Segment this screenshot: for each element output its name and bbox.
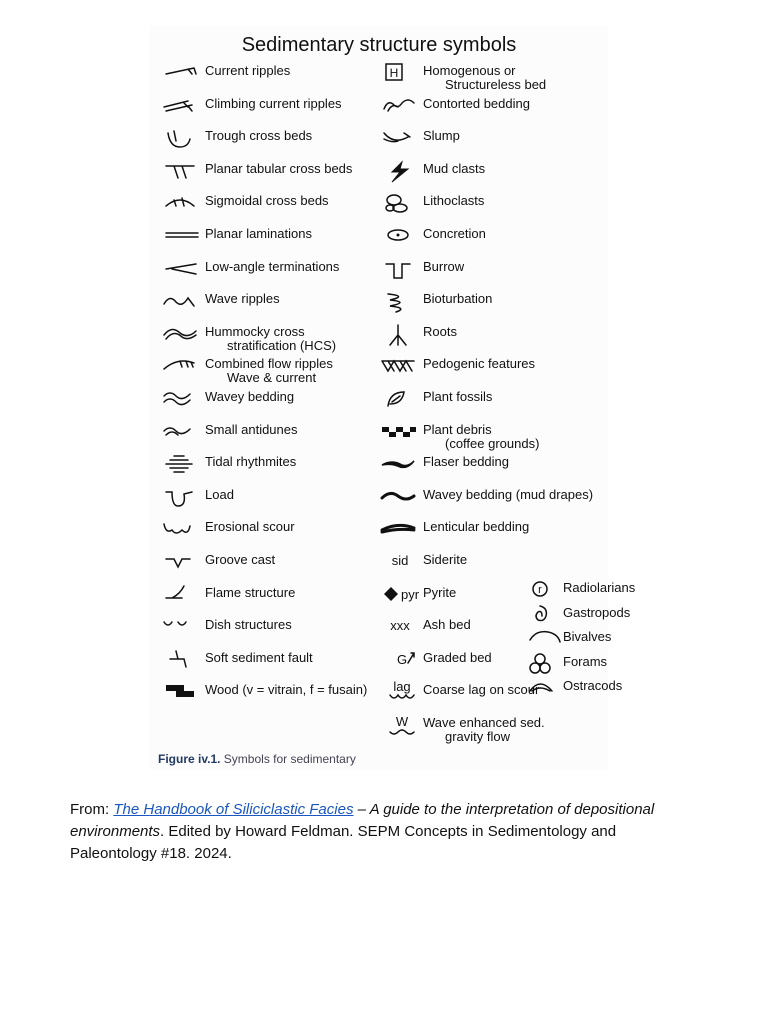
right-legend-item: [378, 323, 588, 353]
left-legend-item: [158, 616, 373, 646]
legend-label-line2: Structureless bed: [445, 77, 547, 92]
legend-label: [423, 260, 464, 274]
homogenous-icon: [378, 62, 420, 86]
right-legend-item: [378, 355, 588, 385]
bioturbation-icon: [378, 290, 420, 314]
coarse-lag-icon: [378, 681, 420, 705]
left-legend-item: [158, 192, 373, 222]
right-legend-item: [378, 95, 588, 125]
legend-label: [563, 630, 611, 644]
legend-label-line1: Mud clasts: [423, 160, 486, 176]
legend-label: [205, 488, 234, 502]
legend-label: [423, 292, 492, 306]
tidal-rhythmites-icon: [158, 453, 200, 477]
legend-label: [563, 655, 607, 669]
legend-label-line1: Wave enhanced sed.: [423, 715, 545, 730]
climbing-ripples-icon: [158, 95, 200, 119]
legend-label-line1: Tidal rhythmites: [205, 454, 297, 470]
right-legend-item: [378, 290, 588, 320]
source-citation: [70, 799, 700, 865]
svg-text:H: H: [389, 66, 399, 80]
legend-label-line1: Flaser bedding: [423, 454, 509, 470]
concretion-icon: [378, 225, 420, 249]
legend-label-line1: Soft sediment fault: [205, 649, 313, 665]
legend-label: [205, 586, 295, 600]
legend-label-line1: Load: [205, 486, 234, 502]
legend-label: [205, 683, 367, 697]
legend-label: [423, 64, 546, 92]
legend-label: [423, 97, 530, 111]
legend-label: [423, 520, 529, 534]
flame-structure-icon: [158, 584, 200, 608]
legend-label: [205, 97, 342, 111]
roots-icon: [378, 323, 420, 347]
legend-label-line1: Contorted bedding: [423, 95, 530, 111]
right-legend-item: [378, 160, 588, 190]
left-legend-item: [158, 518, 373, 548]
ash-bed-icon: [378, 616, 420, 640]
legend-label-line1: Forams: [563, 653, 608, 669]
wood-icon: [158, 681, 200, 705]
legend-label-line1: Siderite: [423, 552, 468, 567]
pyrite-icon: [378, 584, 420, 608]
legend-label-line1: Small antidunes: [205, 421, 298, 437]
legend-label: [423, 683, 539, 697]
lenticular-bedding-icon: [378, 518, 420, 542]
legend-label: [205, 423, 298, 437]
lithoclasts-icon: [378, 192, 420, 216]
left-legend-item: [158, 486, 373, 516]
legend-label: [205, 357, 333, 385]
legend-label: [423, 357, 535, 371]
legend-label: [423, 586, 456, 600]
legend-label: [423, 227, 486, 241]
legend-label: [205, 520, 295, 534]
legend-label-line1: Concretion: [423, 226, 486, 241]
legend-label: [205, 292, 280, 306]
legend-label-line1: Burrow: [423, 258, 465, 274]
legend-label: [423, 651, 492, 665]
legend-label-line1: Ash bed: [423, 617, 471, 633]
burrow-icon: [378, 258, 420, 282]
wave-ripples-icon: [158, 290, 200, 314]
mud-drapes-icon: [378, 486, 420, 510]
legend-label: [423, 325, 457, 339]
legend-label-line1: Radiolarians: [563, 580, 636, 595]
legend-label-line1: Homogenous or: [423, 63, 516, 78]
soft-sediment-fault-icon: [158, 649, 200, 673]
handbook-link[interactable]: The Handbook of Siliciclastic Facies: [113, 801, 354, 818]
left-legend-item: [158, 62, 373, 92]
legend-label: [423, 716, 545, 744]
sigmoidal-icon: [158, 192, 200, 216]
legend-label-line1: Low-angle terminations: [205, 258, 340, 274]
trough-cross-beds-icon: [158, 127, 200, 151]
svg-text:W: W: [395, 714, 409, 729]
legend-label: [205, 194, 329, 208]
left-legend-item: [158, 453, 373, 483]
legend-label: [205, 227, 312, 241]
mud-clasts-icon: [378, 160, 420, 184]
legend-label: [423, 390, 492, 404]
right-legend-item: [378, 258, 588, 288]
legend-label-line2: stratification (HCS): [227, 337, 337, 353]
right-legend-item: [378, 551, 588, 581]
left-legend-item: [158, 127, 373, 157]
left-legend-item: [158, 95, 373, 125]
planar-laminations-icon: [158, 225, 200, 249]
right-legend-item: [378, 453, 588, 483]
left-legend-item: [158, 649, 373, 679]
right-legend-item: [378, 127, 588, 157]
citation-rest: . Edited by Howard Feldman. SEPM Concepts in Sedimentology and Paleontology #18. 2024.: [70, 823, 617, 862]
legend-label-line1: Slump: [423, 128, 460, 144]
plant-fossils-icon: [378, 388, 420, 412]
legend-label-line1: Erosional scour: [205, 519, 295, 535]
symbol-figure: [150, 26, 636, 770]
legend-label-line1: Wood (v = vitrain, f = fusain): [205, 682, 368, 698]
pedogenic-icon: [378, 355, 420, 379]
fossil-legend-item: [528, 677, 623, 707]
legend-label-line1: Wavey bedding: [205, 389, 295, 404]
svg-text:lag: lag: [393, 679, 411, 695]
left-legend-item: [158, 225, 373, 255]
legend-label: [423, 553, 467, 567]
legend-label-line1: Lenticular bedding: [423, 519, 530, 535]
legend-label-line1: Pyrite: [423, 584, 457, 600]
dish-structures-icon: [158, 616, 200, 640]
legend-label-line1: Coarse lag on scour: [423, 682, 540, 698]
siderite-icon: [378, 551, 420, 575]
svg-text:r: r: [538, 584, 542, 596]
wavey-bedding-icon: [158, 388, 200, 412]
left-legend-item: [158, 290, 373, 320]
right-legend-item: [378, 225, 588, 255]
right-legend-item: [378, 486, 594, 516]
groove-cast-icon: [158, 551, 200, 575]
hcs-icon: [158, 323, 200, 347]
legend-label: [205, 651, 313, 665]
load-icon: [158, 486, 200, 510]
legend-label: [205, 618, 292, 632]
legend-label-line1: Groove cast: [205, 552, 276, 567]
legend-label: [205, 162, 352, 176]
legend-label: [563, 581, 635, 595]
legend-label-line1: Wave ripples: [205, 291, 280, 307]
legend-label-line1: Pedogenic features: [423, 356, 536, 372]
legend-label-line1: Current ripples: [205, 63, 291, 78]
legend-label-line1: Planar tabular cross beds: [205, 160, 353, 176]
legend-label-line1: Roots: [423, 323, 457, 339]
legend-label-line2: (coffee grounds): [445, 435, 540, 451]
legend-label-line1: Lithoclasts: [423, 193, 485, 209]
legend-label: [563, 606, 630, 620]
right-legend-item: [378, 388, 588, 418]
legend-label-line1: Flame structure: [205, 584, 296, 600]
right-legend-item: [378, 714, 588, 744]
antidunes-icon: [158, 421, 200, 445]
legend-label: [205, 553, 275, 567]
flaser-bedding-icon: [378, 453, 420, 477]
legend-label-line1: Wavey bedding (mud drapes): [423, 486, 594, 502]
citation-subtitle: – A guide to the interpretation of depositional environments: [70, 801, 655, 840]
right-legend-item: [378, 192, 588, 222]
caption-label: Figure iv.1.: [158, 752, 221, 766]
slump-icon: [378, 127, 420, 151]
figure-caption: [158, 752, 356, 766]
right-legend-item: [378, 518, 588, 548]
legend-label-line1: Sigmoidal cross beds: [205, 193, 329, 209]
left-legend-item: [158, 355, 373, 385]
low-angle-icon: [158, 258, 200, 282]
legend-label-line2: Wave & current: [227, 370, 317, 386]
legend-label: [423, 488, 593, 502]
left-legend-item: [158, 584, 373, 614]
combined-flow-icon: [158, 355, 200, 379]
legend-label-line1: Plant fossils: [423, 389, 493, 404]
svg-text:sid: sid: [391, 553, 409, 568]
legend-label-line1: Graded bed: [423, 649, 492, 665]
left-legend-item: [158, 160, 373, 190]
legend-label: [423, 455, 509, 469]
erosional-scour-icon: [158, 518, 200, 542]
citation-from: From:: [70, 801, 114, 818]
right-legend-item: [378, 62, 588, 92]
legend-label: [423, 423, 539, 451]
legend-label-line1: Dish structures: [205, 617, 292, 633]
legend-label-line1: Bioturbation: [423, 291, 493, 307]
legend-label: [205, 390, 294, 404]
legend-label-line1: Combined flow ripples: [205, 356, 333, 372]
legend-label: [205, 455, 296, 469]
svg-text:G: G: [396, 651, 408, 667]
legend-label: [205, 64, 290, 78]
current-ripples-icon: [158, 62, 200, 86]
legend-label-line1: Plant debris: [423, 421, 492, 437]
left-legend-item: [158, 258, 373, 288]
graded-bed-icon: [378, 649, 420, 673]
caption-text: Symbols for sedimentary: [220, 752, 356, 766]
legend-label: [205, 325, 336, 353]
legend-label: [205, 129, 312, 143]
left-legend-item: [158, 323, 373, 353]
legend-label-line1: Climbing current ripples: [205, 95, 342, 111]
svg-text:pyr: pyr: [400, 586, 420, 602]
legend-label-line1: Bivalves: [563, 629, 612, 644]
figure-title: Sedimentary structure symbols: [241, 34, 517, 56]
legend-label-line1: Trough cross beds: [205, 128, 313, 144]
right-legend-item: [378, 421, 588, 451]
legend-label-line1: Hummocky cross: [205, 323, 305, 339]
plant-debris-icon: [378, 421, 420, 445]
svg-text:xxx: xxx: [390, 618, 410, 634]
legend-label: [423, 618, 471, 632]
legend-label-line1: Gastropods: [563, 604, 631, 620]
legend-label-line1: Ostracods: [563, 678, 623, 693]
legend-label: [423, 129, 460, 143]
legend-label-line1: Planar laminations: [205, 226, 312, 241]
contorted-bedding-icon: [378, 95, 420, 119]
left-legend-item: [158, 421, 373, 451]
left-legend-item: [158, 388, 373, 418]
legend-label: [563, 679, 622, 693]
legend-label: [423, 194, 484, 208]
legend-label: [205, 260, 339, 274]
left-legend-item: [158, 551, 373, 581]
wave-enhanced-icon: [378, 714, 420, 738]
left-legend-item: [158, 681, 373, 711]
planar-tabular-icon: [158, 160, 200, 184]
legend-label-line2: gravity flow: [445, 729, 511, 744]
legend-label: [423, 162, 485, 176]
